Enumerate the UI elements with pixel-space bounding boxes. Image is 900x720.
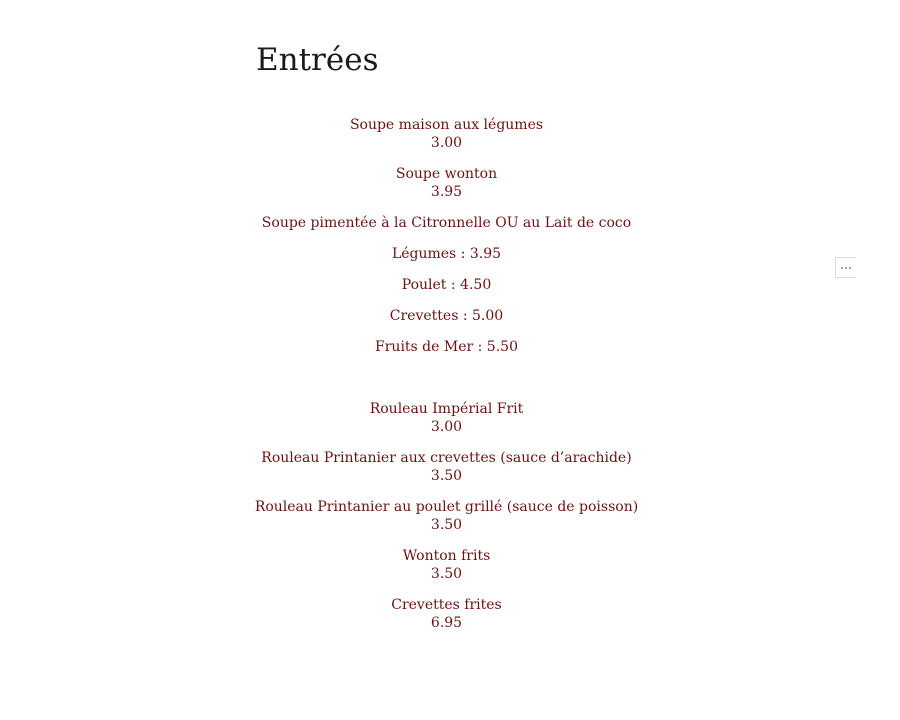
menu-option-label: Poulet : 4.50: [401, 277, 492, 293]
menu-item-price: 3.00: [430, 135, 463, 151]
menu-option-label: Fruits de Mer : 5.50: [375, 339, 518, 355]
menu-item-name: Rouleau Printanier aux crevettes (sauce d’arachide): [261, 450, 632, 466]
menu-item-name: Soupe pimentée à la Citronnelle OU au Lait de coco: [261, 215, 632, 231]
ellipsis-icon: [841, 267, 843, 269]
menu-item: [0, 596, 893, 632]
menu-item-name: Wonton frits: [402, 548, 491, 564]
menu-list: [0, 116, 893, 632]
menu-item-name: Soupe maison aux légumes: [349, 117, 544, 133]
menu-item: [0, 400, 893, 436]
menu-item-price: 6.95: [430, 615, 463, 631]
menu-item: [0, 116, 893, 152]
menu-option-label: Crevettes : 5.00: [389, 308, 504, 324]
menu-item-price: 3.50: [430, 468, 463, 484]
menu-item-name: Rouleau Impérial Frit: [369, 401, 524, 417]
menu-item: [0, 547, 893, 583]
menu-item-price: 3.95: [430, 184, 463, 200]
spicy-soup-option: [0, 307, 893, 325]
spicy-soup-option: [0, 338, 893, 356]
menu-item-price: 3.00: [430, 419, 463, 435]
more-options-button[interactable]: [835, 257, 856, 278]
menu-item: [0, 449, 893, 485]
page-title: Entrées: [256, 42, 379, 78]
menu-item-price: 3.50: [430, 517, 463, 533]
menu-item-price: 3.50: [430, 566, 463, 582]
menu-item: [0, 498, 893, 534]
ellipsis-icon: [845, 267, 847, 269]
menu-item-name: Rouleau Printanier au poulet grillé (sauce de poisson): [254, 499, 639, 515]
spicy-soup-option: [0, 245, 893, 263]
menu-option-label: Légumes : 3.95: [391, 246, 502, 262]
menu-item: [0, 165, 893, 201]
ellipsis-icon: [849, 267, 851, 269]
spicy-soup-option: [0, 276, 893, 294]
menu-item-name: Crevettes frites: [391, 597, 502, 613]
menu-item-name: Soupe wonton: [395, 166, 498, 182]
spicy-soup-heading: [0, 214, 893, 232]
